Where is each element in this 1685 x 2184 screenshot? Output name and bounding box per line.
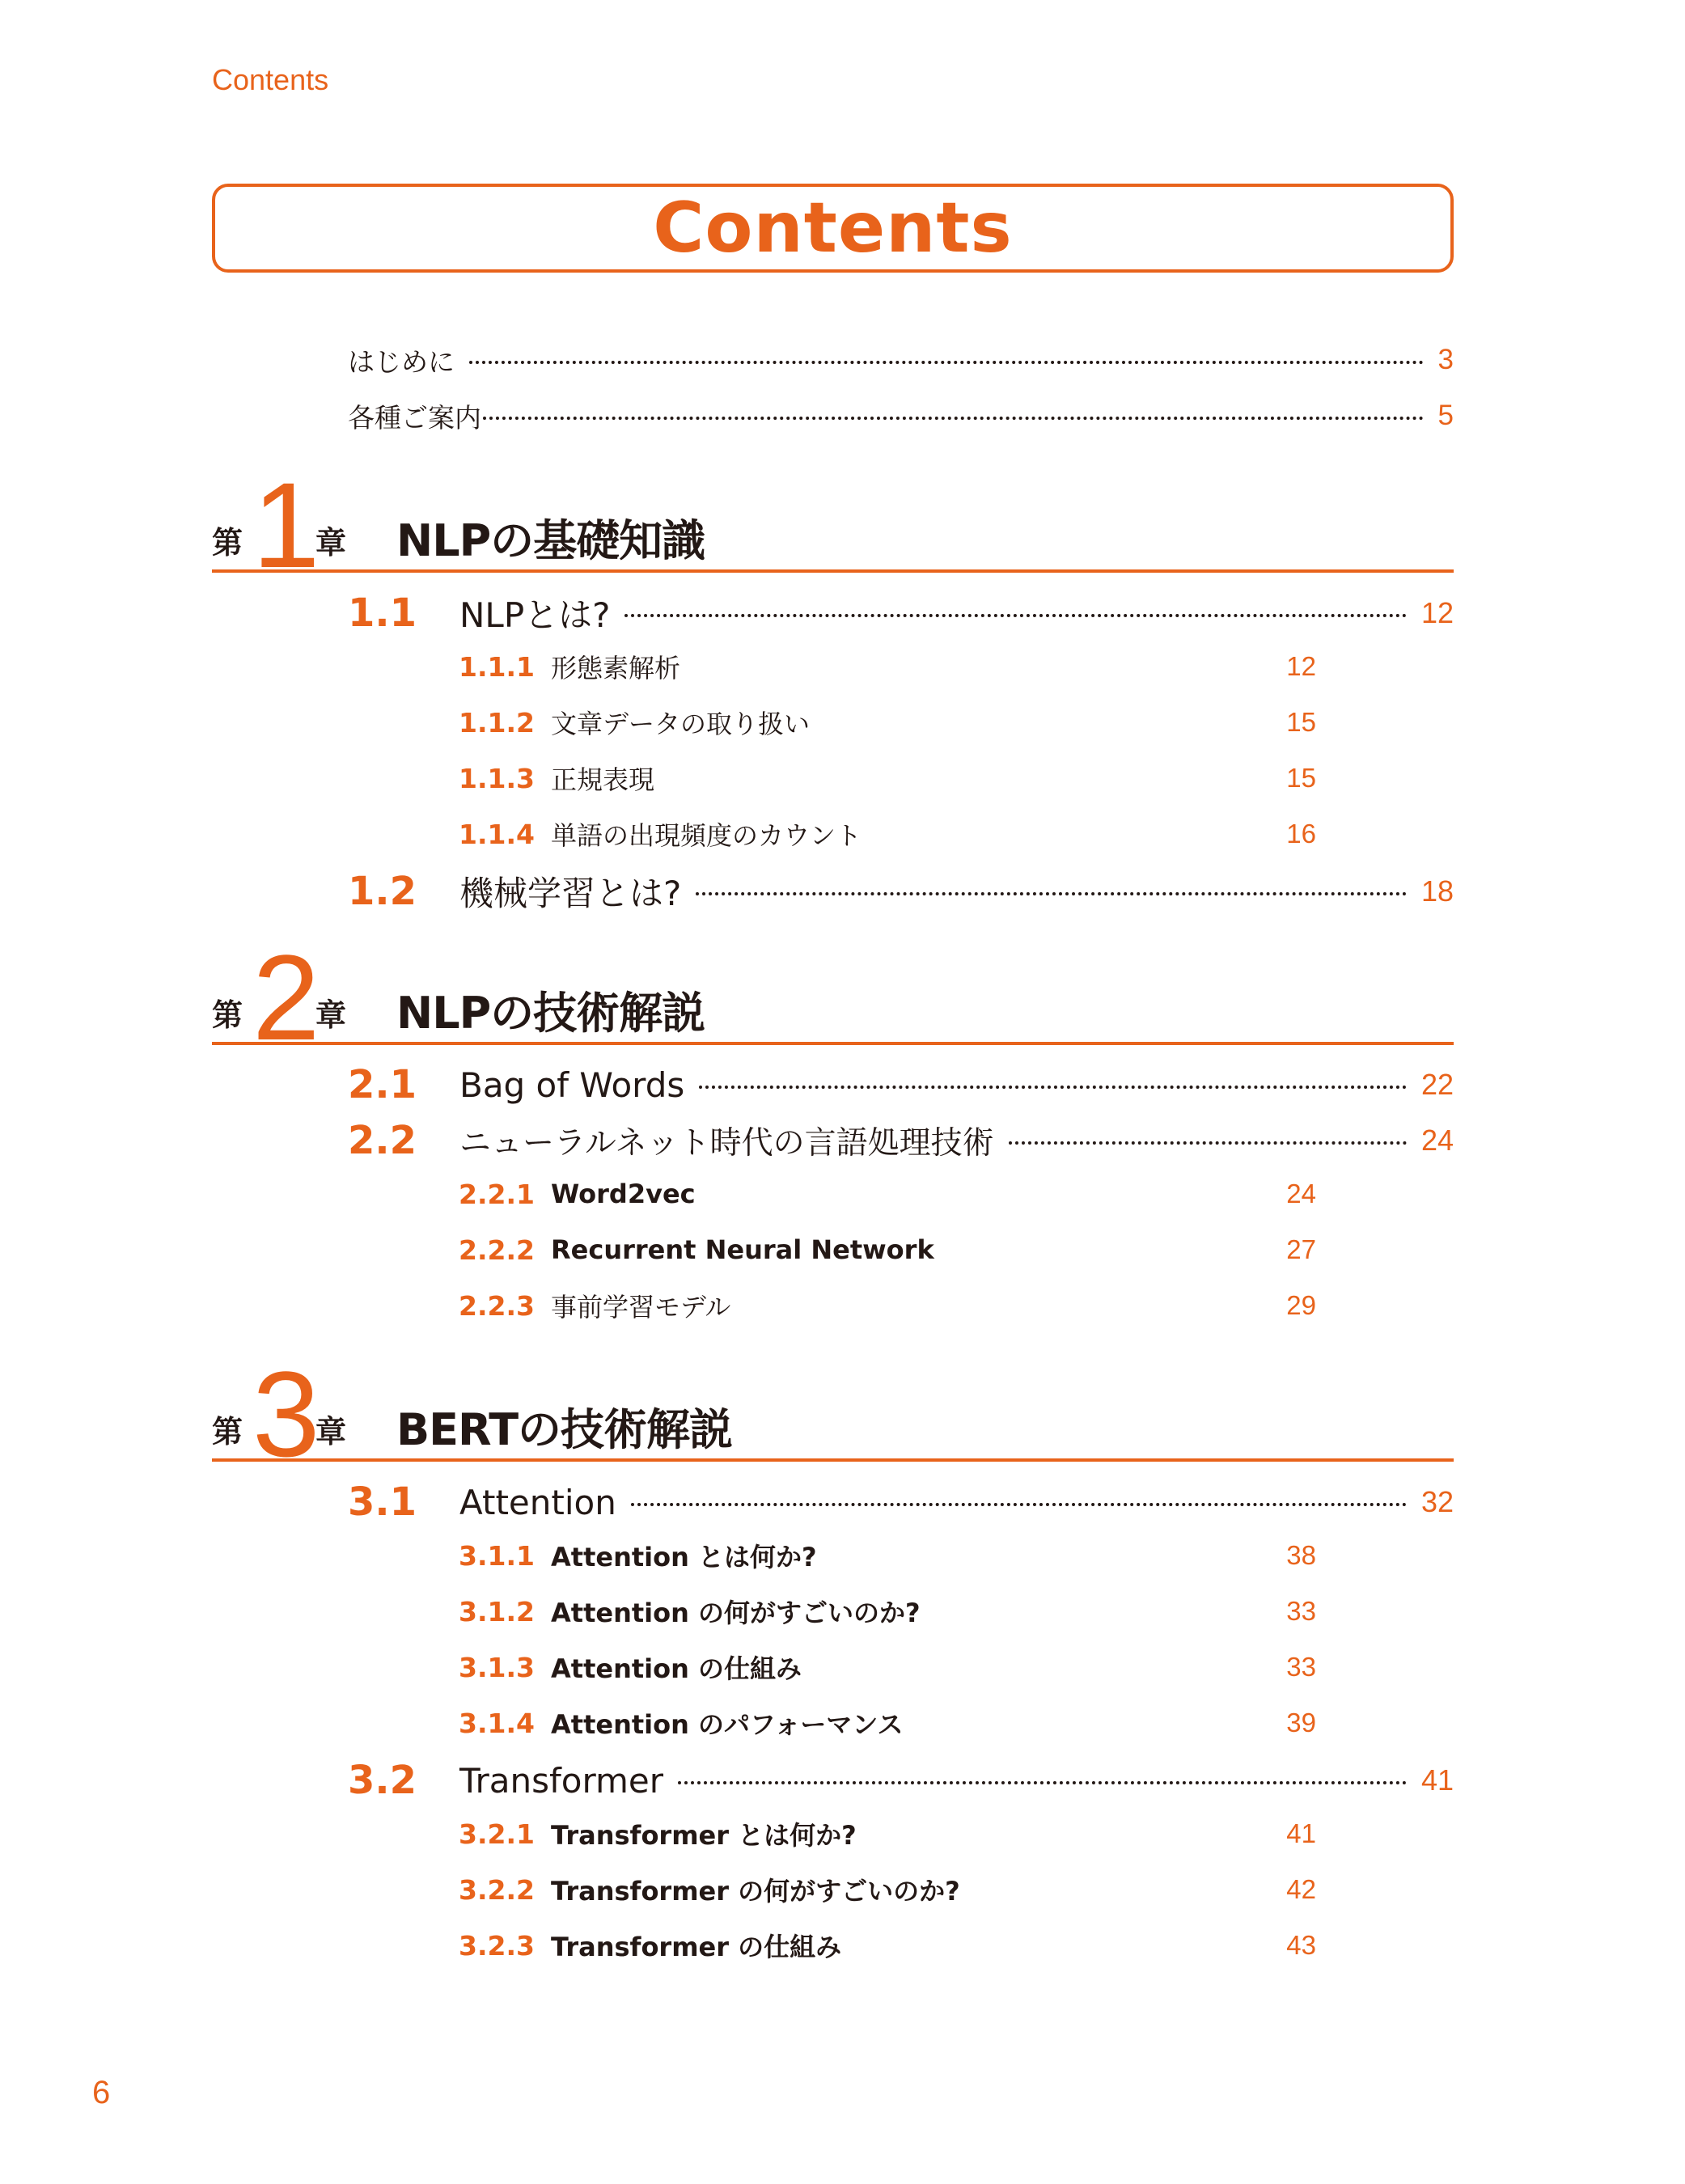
subsection-2-2-1[interactable]	[459, 1171, 1316, 1217]
section-1-1[interactable]	[348, 588, 1454, 638]
chapter-title: NLPの技術解説	[396, 988, 705, 1039]
chapter-rule	[212, 1458, 1454, 1462]
subsection-title: Word2vec	[551, 1179, 696, 1209]
subsection-page: 43	[1286, 1930, 1316, 1960]
subsection-1-1-2[interactable]	[459, 700, 1316, 745]
section-page: 32	[1420, 1485, 1454, 1518]
subsection-number: 1.1.4	[459, 818, 535, 850]
dot-leader	[1009, 1141, 1407, 1145]
subsection-page: 38	[1286, 1540, 1316, 1570]
section-title: Transformer	[459, 1760, 664, 1801]
subsection-title: 形態素解析	[551, 653, 681, 684]
section-title: 機械学習とは?	[459, 874, 682, 913]
chapter-title: BERTの技術解説	[396, 1404, 733, 1455]
subsection-number: 3.2.3	[459, 1929, 535, 1962]
running-head: Contents	[212, 63, 329, 96]
subsection-3-1-2[interactable]	[459, 1589, 1316, 1634]
subsection-page: 16	[1286, 819, 1316, 849]
subsection-number: 1.1.3	[459, 762, 535, 794]
toc-entry-guide[interactable]	[348, 392, 1454, 440]
subsection-number: 3.1.2	[459, 1595, 535, 1627]
subsection-number: 2.2.3	[459, 1289, 535, 1322]
chapter-number: 2	[252, 929, 320, 1065]
subsection-number: 3.1.4	[459, 1707, 535, 1739]
subsection-page: 12	[1286, 651, 1316, 681]
subsection-number: 3.1.3	[459, 1651, 535, 1683]
subsection-title: 単語の出現頻度のカウント	[551, 820, 862, 851]
section-page: 22	[1420, 1068, 1454, 1101]
subsection-number: 1.1.2	[459, 706, 535, 739]
subsection-title: Transformer とは何か?	[551, 1820, 857, 1851]
page-number: 6	[92, 2075, 111, 2110]
subsection-3-1-3[interactable]	[459, 1644, 1316, 1690]
subsection-page: 15	[1286, 707, 1316, 737]
section-number: 3.2	[348, 1758, 417, 1803]
chapter-prefix: 第	[212, 1414, 243, 1450]
subsection-3-2-2[interactable]	[459, 1867, 1316, 1912]
subsection-title: Attention の何がすごいのか?	[551, 1598, 921, 1628]
page-title: Contents	[653, 188, 1013, 269]
section-3-1[interactable]	[348, 1477, 1454, 1527]
subsection-2-2-2[interactable]	[459, 1227, 1316, 1272]
subsection-page: 24	[1286, 1179, 1316, 1208]
section-page: 18	[1420, 874, 1454, 908]
section-number: 1.1	[348, 590, 417, 636]
subsection-3-2-3[interactable]	[459, 1923, 1316, 1968]
dot-leader	[699, 1086, 1407, 1089]
section-3-2[interactable]	[348, 1755, 1454, 1805]
chapter-prefix: 第	[212, 525, 243, 561]
subsection-page: 29	[1286, 1290, 1316, 1320]
chapter-suffix: 章	[315, 997, 347, 1033]
section-2-1[interactable]	[348, 1060, 1454, 1110]
chapter-1-heading	[212, 457, 1454, 593]
section-number: 3.1	[348, 1479, 417, 1525]
section-number: 2.2	[348, 1118, 417, 1163]
contents-title-box	[212, 184, 1454, 273]
subsection-3-2-1[interactable]	[459, 1811, 1316, 1856]
section-page: 12	[1420, 596, 1454, 629]
chapter-suffix: 章	[315, 525, 347, 561]
section-page: 24	[1420, 1124, 1454, 1157]
subsection-title: Transformer の何がすごいのか?	[551, 1876, 960, 1907]
dot-leader	[469, 361, 1424, 364]
subsection-number: 2.2.2	[459, 1234, 535, 1266]
subsection-3-1-1[interactable]	[459, 1533, 1316, 1578]
toc-page-number: 5	[1437, 400, 1454, 431]
dot-leader	[678, 1781, 1407, 1784]
subsection-1-1-4[interactable]	[459, 811, 1316, 857]
subsection-number: 3.2.1	[459, 1818, 535, 1850]
section-title: ニューラルネット時代の言語処理技術	[459, 1125, 994, 1162]
subsection-page: 42	[1286, 1874, 1316, 1904]
subsection-number: 1.1.1	[459, 650, 535, 683]
subsection-number: 3.1.1	[459, 1539, 535, 1572]
dot-leader	[624, 614, 1407, 617]
subsection-page: 27	[1286, 1234, 1316, 1264]
subsection-title: Transformer の仕組み	[551, 1932, 842, 1962]
chapter-rule	[212, 1042, 1454, 1045]
subsection-page: 33	[1286, 1652, 1316, 1682]
subsection-page: 33	[1286, 1596, 1316, 1626]
toc-entry-hajimeni[interactable]	[348, 336, 1454, 384]
subsection-title: Recurrent Neural Network	[551, 1234, 934, 1265]
subsection-number: 2.2.1	[459, 1178, 535, 1210]
dot-leader	[483, 417, 1424, 420]
subsection-title: 文章データの取り扱い	[551, 709, 811, 739]
subsection-number: 3.2.2	[459, 1873, 535, 1906]
subsection-page: 41	[1286, 1818, 1316, 1848]
chapter-prefix: 第	[212, 997, 243, 1033]
chapter-title: NLPの基礎知識	[396, 515, 705, 566]
subsection-2-2-3[interactable]	[459, 1283, 1316, 1328]
subsection-title: 正規表現	[551, 764, 655, 795]
section-page: 41	[1420, 1763, 1454, 1797]
chapter-number: 1	[252, 457, 320, 593]
subsection-title: Attention とは何か?	[551, 1542, 817, 1572]
dot-leader	[696, 892, 1407, 895]
toc-page-number: 3	[1437, 344, 1454, 375]
dot-leader	[631, 1503, 1407, 1506]
section-2-2[interactable]	[348, 1115, 1454, 1166]
chapter-rule	[212, 569, 1454, 573]
subsection-3-1-4[interactable]	[459, 1700, 1316, 1746]
section-number: 2.1	[348, 1062, 417, 1107]
subsection-1-1-3[interactable]	[459, 756, 1316, 801]
subsection-title: 事前学習モデル	[551, 1292, 731, 1323]
chapter-number: 3	[252, 1346, 320, 1482]
subsection-1-1-1[interactable]	[459, 644, 1316, 689]
section-1-2[interactable]	[348, 866, 1454, 916]
subsection-title: Attention のパフォーマンス	[551, 1709, 904, 1740]
section-title: Attention	[459, 1482, 616, 1522]
chapter-suffix: 章	[315, 1414, 347, 1450]
chapter-2-heading	[212, 929, 1454, 1065]
chapter-3-heading	[212, 1346, 1454, 1482]
subsection-page: 15	[1286, 763, 1316, 793]
subsection-page: 39	[1286, 1708, 1316, 1737]
section-title: NLPとは?	[459, 595, 611, 635]
section-title: Bag of Words	[459, 1064, 685, 1105]
toc-entry-label: はじめに	[348, 345, 455, 378]
subsection-title: Attention の仕組み	[551, 1653, 802, 1684]
toc-entry-label: 各種ご案内	[348, 401, 481, 434]
section-number: 1.2	[348, 869, 417, 914]
